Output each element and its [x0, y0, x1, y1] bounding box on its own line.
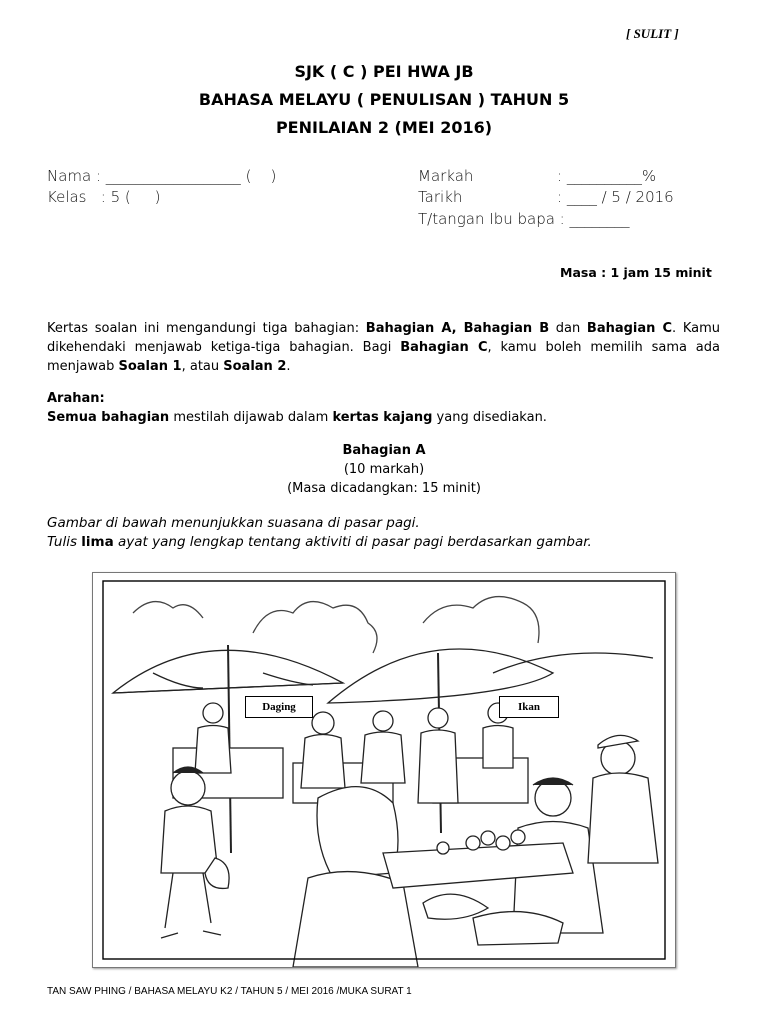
label-daging: Daging: [245, 696, 313, 718]
section-time: (Masa dicadangkan: 15 minit): [287, 481, 481, 496]
instructions-block: Arahan: Semua bahagian mestilah dijawab dalam kertas kajang yang disediakan.: [47, 391, 547, 425]
classification-label: [ SULIT ]: [626, 26, 679, 41]
tarikh-value: : ____ / 5 / 2016: [557, 188, 674, 206]
arahan-title: Arahan: [47, 391, 100, 406]
intro-paragraph: Kertas soalan ini mengandungi tiga bahagian: Bahagian A, Bahagian B dan Bahagian C. Kamu dikehendaki menjawab ketiga-tiga bahagian. Bagi Bahagian C, kamu boleh memilih sama ada menjawab Soalan 1, atau Soalan 2.: [47, 321, 720, 374]
assessment-title: PENILAIAN 2 (MEI 2016): [275, 118, 493, 137]
page-footer: TAN SAW PHING / BAHASA MELAYU K2 / TAHUN 5 / MEI 2016 /MUKA SURAT 1: [47, 986, 412, 997]
question-line-1: Gambar di bawah menunjukkan suasana di pasar pagi.: [47, 515, 420, 531]
question-line-2: Tulis lima ayat yang lengkap tentang aktiviti di pasar pagi berdasarkan gambar.: [47, 534, 592, 550]
subject-title: BAHASA MELAYU ( PENULISAN ) TAHUN 5: [198, 90, 570, 109]
section-marks: (10 markah): [343, 462, 425, 477]
markah-label: Markah: [418, 167, 474, 185]
kelas-field: Kelas : 5 ( ): [47, 188, 161, 206]
parent-signature-field: T/tangan Ibu bapa : ________: [418, 210, 630, 228]
school-title: SJK ( C ) PEI HWA JB: [294, 62, 474, 81]
markah-value: : __________%: [557, 167, 657, 185]
market-illustration: [92, 572, 676, 968]
market-scene-drawing: [93, 573, 675, 967]
man-with-cap: [588, 735, 658, 863]
label-ikan: Ikan: [499, 696, 559, 718]
exam-duration: Masa : 1 jam 15 minit: [560, 265, 712, 280]
nama-field: Nama : __________________ ( ): [47, 167, 277, 185]
tarikh-label: Tarikh: [418, 188, 463, 206]
section-title: Bahagian A: [342, 443, 426, 458]
